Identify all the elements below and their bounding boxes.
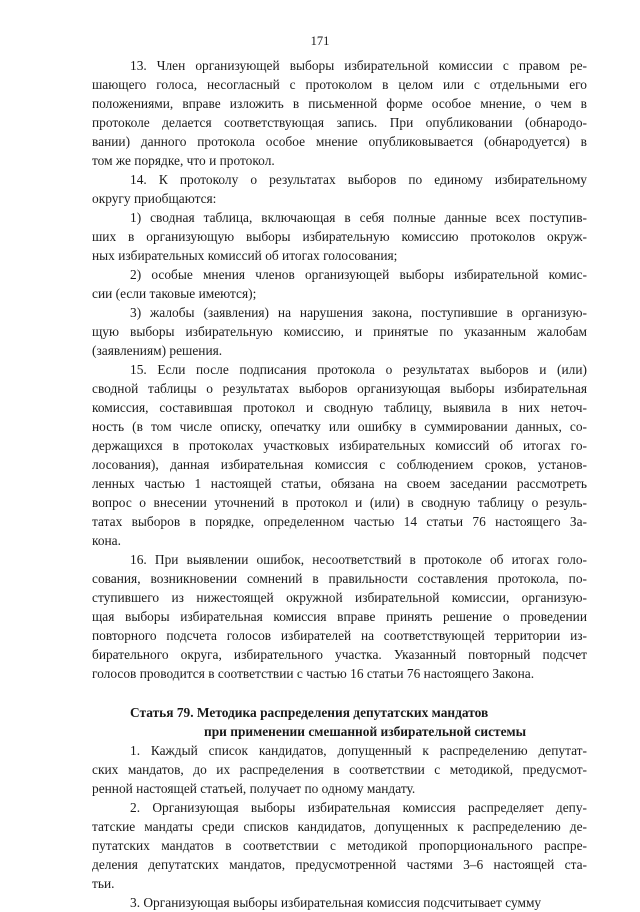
text-line: ленных частью 1 настоящей статьи, обязана на своем заседании рассмотреть xyxy=(92,476,587,491)
text-line: ренной настоящей статьей, получает по одному мандату. xyxy=(92,781,416,796)
text-line: сии (если таковые имеются); xyxy=(92,286,257,301)
text-line: вании) данного протокола особое мнение опубликовывается (обнародуется) в xyxy=(92,134,587,149)
text-line: 3. Организующая выборы избирательная комиссия подсчитывает сумму xyxy=(130,895,542,910)
text-line: округу приобщаются: xyxy=(92,191,217,206)
section-gap xyxy=(92,683,587,703)
text-line: 16. При выявлении ошибок, несоответствий в протоколе об итогах голо- xyxy=(130,552,587,567)
text-line: кона. xyxy=(92,533,121,548)
text-line: татские мандаты среди списков кандидатов, допущенных к распределению де- xyxy=(92,819,587,834)
paragraph xyxy=(92,303,587,360)
text-line: 1) сводная таблица, включающая в себя полные данные всех поступив- xyxy=(130,210,587,225)
text-line: путатских мандатов в соответствии с методикой пропорционального распре- xyxy=(92,838,587,853)
text-line: держащихся в протоколах участковых избирательных комиссий об итогах го- xyxy=(92,438,587,453)
text-line: щую выборы избирательную комиссию, и принятые по указанным жалобам xyxy=(92,324,587,339)
article-78-continuation xyxy=(92,56,587,683)
text-line: бирательного округа, избирательного участка. Указанный повторный подсчет xyxy=(92,647,587,662)
text-line: тьи. xyxy=(92,876,115,891)
paragraph xyxy=(92,893,587,912)
text-line: шающего голоса, несогласный с протоколом в целом или с отдельными его xyxy=(92,77,587,92)
text-line: татах выборов в порядке, определенном частью 14 статьи 76 настоящего За- xyxy=(92,514,587,529)
document-body xyxy=(92,56,587,912)
text-line: лосования), данная избирательная комиссия с соблюдением сроков, установ- xyxy=(92,457,587,472)
text-line: 3) жалобы (заявления) на нарушения закона, поступившие в организую- xyxy=(130,305,587,320)
paragraph xyxy=(92,265,587,303)
text-line: 2) особые мнения членов организующей выборы избирательной комис- xyxy=(130,267,587,282)
text-line: комиссия, составившая протокол и сводную таблицу, выявила в них неточ- xyxy=(92,400,587,415)
paragraph xyxy=(92,208,587,265)
text-line: вопрос о внесении уточнений в протокол и (или) в сводную таблицу о резуль- xyxy=(92,495,587,510)
text-line: ных избирательных комиссий об итогах голосования; xyxy=(92,248,398,263)
paragraph xyxy=(92,170,587,208)
text-line: 15. Если после подписания протокола о результатах выборов и (или) xyxy=(130,362,587,377)
text-line: положениями, вправе изложить в письменной форме особое мнение, о чем в xyxy=(92,96,587,111)
text-line: 2. Организующая выборы избирательная комиссия распределяет депу- xyxy=(130,800,587,815)
text-line: голосов проводится в соответствии с частью 16 статьи 76 настоящего Закона. xyxy=(92,666,535,681)
text-line: сования, возникновении сомнений в правильности составления протокола, по- xyxy=(92,571,587,586)
text-line: протоколе делается соответствующая запись. При опубликовании (обнародо- xyxy=(92,115,587,130)
paragraph xyxy=(92,741,587,798)
text-line: (заявлениям) решения. xyxy=(92,343,223,358)
article-79-body xyxy=(92,741,587,912)
text-line: деления депутатских мандатов, предусмотренной частями 3–6 настоящей ста- xyxy=(92,857,587,872)
text-line: ступившего из нижестоящей окружной избирательной комиссии, организую- xyxy=(92,590,587,605)
paragraph xyxy=(92,550,587,683)
text-line: сводной таблицы о результатах выборов организующая выборы избирательная xyxy=(92,381,587,396)
text-line: щая выборы избирательная комиссия вправе принять решение о проведении xyxy=(92,609,587,624)
text-line: ших в организующую выборы избирательную комиссию протоколов окруж- xyxy=(92,229,587,244)
text-line: 1. Каждый список кандидатов, допущенный к распределению депутат- xyxy=(130,743,587,758)
page-number: 171 xyxy=(310,34,330,48)
text-line: повторного подсчета голосов избирателей на соответствующей территории из- xyxy=(92,628,587,643)
paragraph xyxy=(92,360,587,550)
text-line: ность (в том числе описку, опечатку или ошибку в суммировании данных, со- xyxy=(92,419,587,434)
text-line: ских мандатов, до их распределения в соответствии с методикой, предусмот- xyxy=(92,762,587,777)
article-heading xyxy=(92,703,587,741)
paragraph xyxy=(92,798,587,893)
text-line: том же порядке, что и протокол. xyxy=(92,153,275,168)
article-heading-line-2: при применении смешанной избирательной системы xyxy=(204,724,527,739)
article-heading-line-1: Статья 79. Методика распределения депутатских мандатов xyxy=(130,705,489,720)
text-line: 13. Член организующей выборы избирательной комиссии с правом ре- xyxy=(130,58,587,73)
paragraph xyxy=(92,56,587,170)
text-line: 14. К протоколу о результатах выборов по единому избирательному xyxy=(130,172,587,187)
